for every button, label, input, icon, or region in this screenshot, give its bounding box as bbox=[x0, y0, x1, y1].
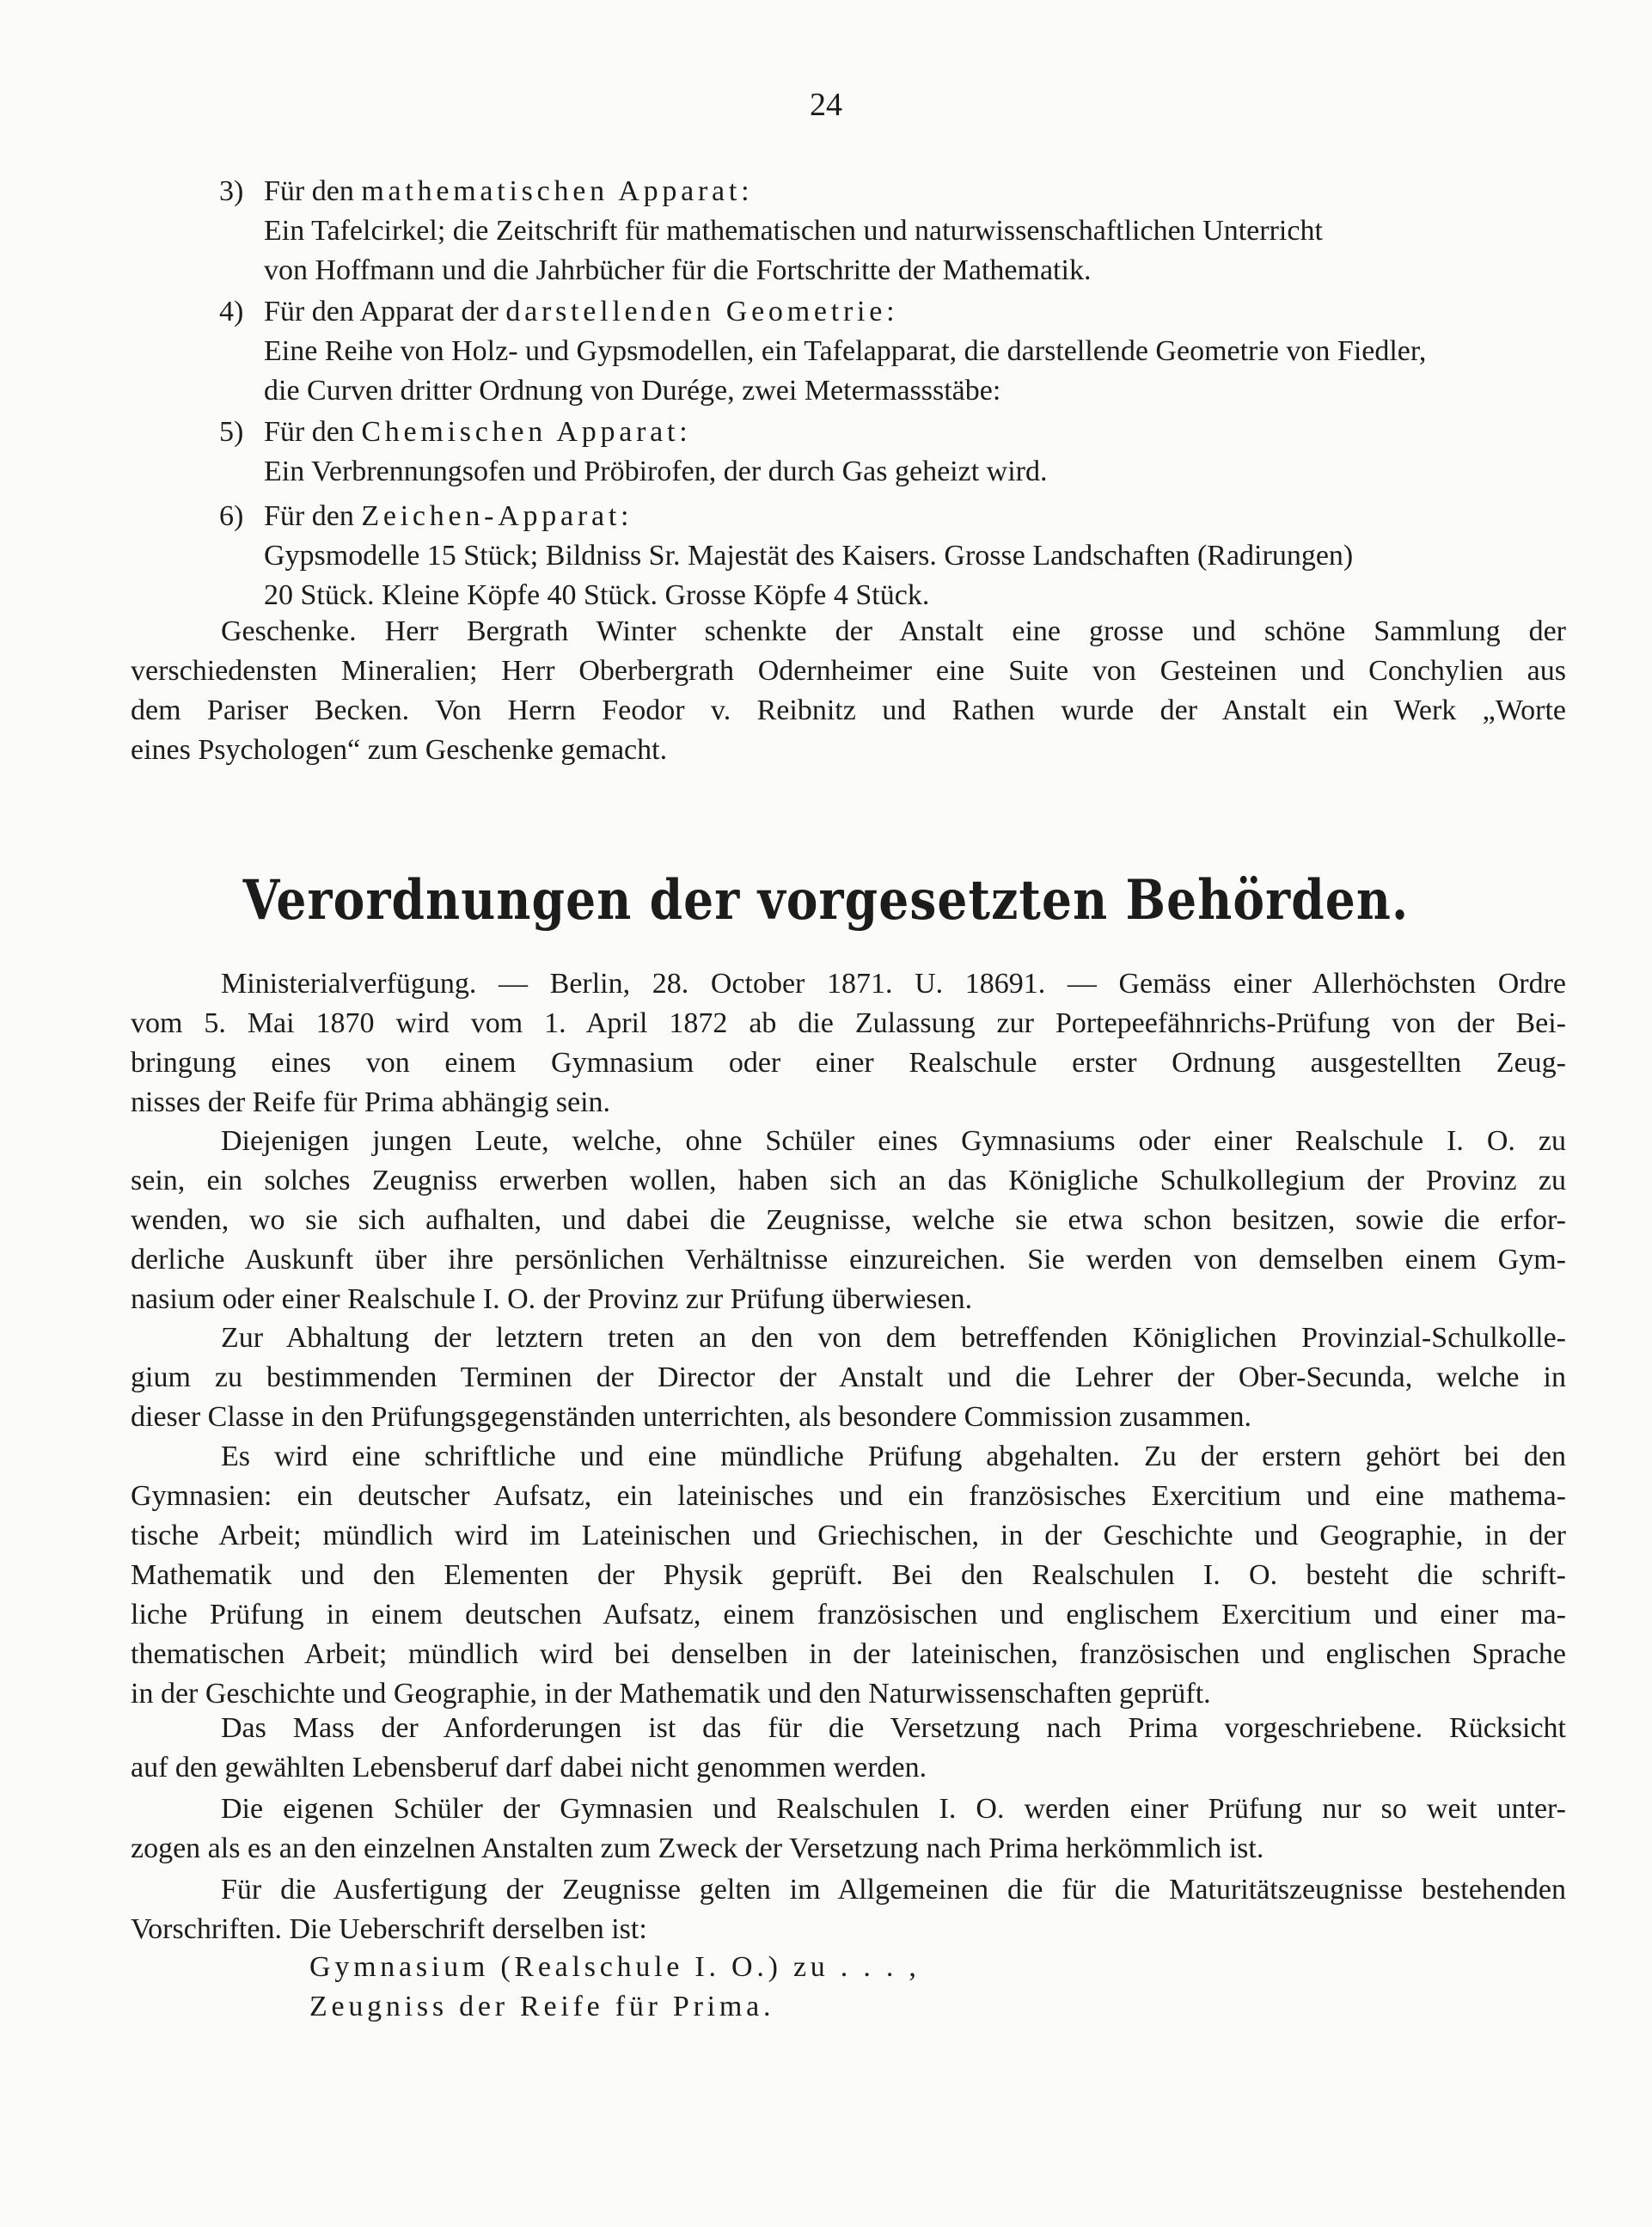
paragraph-1 bbox=[131, 964, 1566, 1123]
text-line: sein, ein solches Zeugniss erwerben wollen, haben sich an das Königliche Schulkollegium der Provinz zu bbox=[131, 1165, 1566, 1196]
text-line: eines Psychologen“ zum Geschenke gemacht. bbox=[131, 734, 668, 766]
item-head-colon: : bbox=[679, 416, 688, 448]
list-item-6 bbox=[219, 497, 1560, 615]
text-line: tische Arbeit; mündlich wird im Lateinischen und Griechischen, in der Geschichte und Geographie, in der bbox=[131, 1520, 1566, 1551]
list-item-5 bbox=[219, 413, 1560, 492]
item-head-spaced: darstellenden Geometrie bbox=[505, 296, 887, 327]
item-line: von Hoffmann und die Jahrbücher für die Fortschritte der Mathematik. bbox=[264, 254, 1092, 286]
item-number: 3) bbox=[219, 175, 244, 207]
closing-line-2: Zeugniss der Reife für Prima. bbox=[309, 1991, 775, 2022]
item-number: 5) bbox=[219, 416, 244, 448]
text-line: nasium oder einer Realschule I. O. der Provinz zur Prüfung überwiesen. bbox=[131, 1283, 973, 1315]
item-line: Gypsmodelle 15 Stück; Bildniss Sr. Majestät des Kaisers. Grosse Landschaften (Radirungen) bbox=[264, 540, 1354, 572]
list-item-4 bbox=[219, 292, 1560, 411]
text-line: Das Mass der Anforderungen ist das für die Versetzung nach Prima vorgeschriebene. Rücksicht bbox=[221, 1712, 1566, 1744]
item-number: 4) bbox=[219, 296, 244, 327]
text-line: Es wird eine schriftliche und eine mündliche Prüfung abgehalten. Zu der erstern gehört bei den bbox=[221, 1441, 1566, 1472]
text-line: Geschenke. Herr Bergrath Winter schenkte der Anstalt eine grosse und schöne Sammlung der bbox=[221, 615, 1566, 647]
text-line: bringung eines von einem Gymnasium oder einer Realschule erster Ordnung ausgestellten Zeug- bbox=[131, 1047, 1566, 1079]
closing-line-1: Gymnasium (Realschule I. O.) zu . . . , bbox=[309, 1951, 921, 1983]
paragraph-6 bbox=[131, 1790, 1566, 1869]
geschenke-paragraph bbox=[131, 612, 1566, 770]
text-line: Zur Abhaltung der letztern treten an den von dem betreffenden Königlichen Provinzial-Schulkolle- bbox=[221, 1322, 1566, 1354]
item-head-spaced: mathematischen Apparat bbox=[361, 175, 742, 207]
item-head-colon: : bbox=[741, 175, 750, 207]
paragraph-2 bbox=[131, 1122, 1566, 1319]
text-line: Diejenigen jungen Leute, welche, ohne Schüler eines Gymnasiums oder einer Realschule I. O. zu bbox=[221, 1125, 1566, 1157]
text-line: zogen als es an den einzelnen Anstalten zum Zweck der Versetzung nach Prima herkömmlich ist. bbox=[131, 1832, 1264, 1864]
item-head-text: Für den bbox=[264, 416, 362, 448]
item-line: Eine Reihe von Holz- und Gypsmodellen, ein Tafelapparat, die darstellende Geometrie von Fiedler, bbox=[264, 335, 1427, 367]
item-line: Ein Verbrennungsofen und Pröbirofen, der durch Gas geheizt wird. bbox=[264, 456, 1048, 487]
item-head-text: Für den Apparat der bbox=[264, 296, 506, 327]
paragraph-5 bbox=[131, 1709, 1566, 1788]
item-head-text: Für den bbox=[264, 500, 362, 532]
text-line: Gymnasien: ein deutscher Aufsatz, ein lateinisches und ein französisches Exercitium und eine mathema- bbox=[131, 1480, 1566, 1512]
item-line: die Curven dritter Ordnung von Durége, zwei Metermassstäbe: bbox=[264, 375, 1001, 407]
item-head-text: Für den bbox=[264, 175, 362, 207]
list-item-3 bbox=[219, 172, 1560, 291]
text-line: nisses der Reife für Prima abhängig sein. bbox=[131, 1086, 611, 1118]
text-line: liche Prüfung in einem deutschen Aufsatz, einem französischen und englischem Exercitium und einer ma- bbox=[131, 1599, 1566, 1630]
text-line: wenden, wo sie sich aufhalten, und dabei die Zeugnisse, welche sie etwa schon besitzen, sowie die erfor- bbox=[131, 1204, 1566, 1236]
paragraph-3 bbox=[131, 1318, 1566, 1437]
text-line: thematischen Arbeit; mündlich wird bei denselben in der lateinischen, französischen und englischen Sprache bbox=[131, 1638, 1566, 1670]
text-line: Die eigenen Schüler der Gymnasien und Realschulen I. O. werden einer Prüfung nur so weit unter- bbox=[221, 1793, 1566, 1825]
item-line: Ein Tafelcirkel; die Zeitschrift für mathematischen und naturwissenschaftlichen Unterricht bbox=[264, 215, 1323, 247]
text-line: auf den gewählten Lebensberuf darf dabei nicht genommen werden. bbox=[131, 1752, 927, 1783]
paragraph-7 bbox=[131, 1870, 1566, 1949]
page-number: 24 bbox=[810, 87, 842, 123]
item-head-colon: : bbox=[886, 296, 895, 327]
text-line: verschiedensten Mineralien; Herr Oberbergrath Odernheimer eine Suite von Gesteinen und Conchylien aus bbox=[131, 655, 1566, 687]
text-line: dem Pariser Becken. Von Herrn Feodor v. Reibnitz und Rathen wurde der Anstalt ein Werk „Worte bbox=[131, 694, 1566, 726]
text-line: Mathematik und den Elementen der Physik geprüft. Bei den Realschulen I. O. besteht die schrift- bbox=[131, 1559, 1566, 1591]
text-line: Ministerialverfügung. — Berlin, 28. October 1871. U. 18691. — Gemäss einer Allerhöchsten Ordre bbox=[221, 968, 1566, 1000]
text-line: dieser Classe in den Prüfungsgegenständen unterrichten, als besondere Commission zusammen. bbox=[131, 1401, 1251, 1433]
text-line: vom 5. Mai 1870 wird vom 1. April 1872 ab die Zulassung zur Portepeefähnrichs-Prüfung von der Bei- bbox=[131, 1007, 1566, 1039]
text-line: Für die Ausfertigung der Zeugnisse gelten im Allgemeinen die für die Maturitätszeugnisse bestehenden bbox=[221, 1874, 1566, 1906]
paragraph-4 bbox=[131, 1437, 1566, 1714]
text-line: derliche Auskunft über ihre persönlichen Verhältnisse einzureichen. Sie werden von demselben einem Gym- bbox=[131, 1244, 1566, 1276]
text-line: Vorschriften. Die Ueberschrift derselben ist: bbox=[131, 1913, 647, 1945]
section-heading: Verordnungen der vorgesetzten Behörden. bbox=[242, 868, 1410, 933]
item-head-spaced: Zeichen-Apparat bbox=[361, 500, 621, 532]
item-line: 20 Stück. Kleine Köpfe 40 Stück. Grosse Köpfe 4 Stück. bbox=[264, 579, 930, 611]
item-head-spaced: Chemischen Apparat bbox=[361, 416, 680, 448]
text-line: gium zu bestimmenden Terminen der Director der Anstalt und die Lehrer der Ober-Secunda, welche in bbox=[131, 1361, 1566, 1393]
item-head-colon: : bbox=[621, 500, 629, 532]
text-line: in der Geschichte und Geographie, in der Mathematik und den Naturwissenschaften geprüft. bbox=[131, 1678, 1211, 1710]
item-number: 6) bbox=[219, 500, 244, 532]
